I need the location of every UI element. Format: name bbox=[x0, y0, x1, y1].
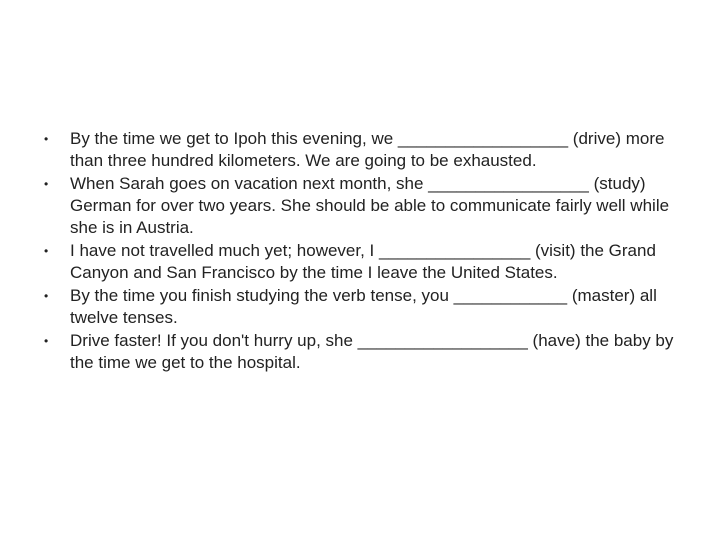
exercise-sentence: Drive faster! If you don't hurry up, she __________________ (have) the baby by the time we get to the hospital. bbox=[70, 331, 674, 372]
exercise-sentence: I have not travelled much yet; however, I ________________ (visit) the Grand Canyon and San Francisco by the time I leave the United States. bbox=[70, 241, 656, 282]
exercise-sentence: When Sarah goes on vacation next month, she _________________ (study) German for over two years. She should be able to communicate fairly well while she is in Austria. bbox=[70, 174, 670, 237]
list-item bbox=[44, 285, 684, 329]
exercise-sentence: By the time we get to Ipoh this evening, we __________________ (drive) more than three hundred kilometers. We are going to be exhausted. bbox=[70, 129, 665, 170]
list-item bbox=[44, 330, 684, 374]
list-item bbox=[44, 240, 684, 284]
bullet-icon: • bbox=[44, 177, 49, 191]
bullet-icon: • bbox=[44, 334, 49, 348]
bullet-icon: • bbox=[44, 289, 49, 303]
bullet-icon: • bbox=[44, 132, 49, 146]
exercise-list bbox=[44, 128, 684, 375]
exercise-sentence: By the time you finish studying the verb tense, you ____________ (master) all twelve tenses. bbox=[70, 286, 657, 327]
list-item bbox=[44, 173, 684, 239]
list-item bbox=[44, 128, 684, 172]
bullet-icon: • bbox=[44, 244, 49, 258]
